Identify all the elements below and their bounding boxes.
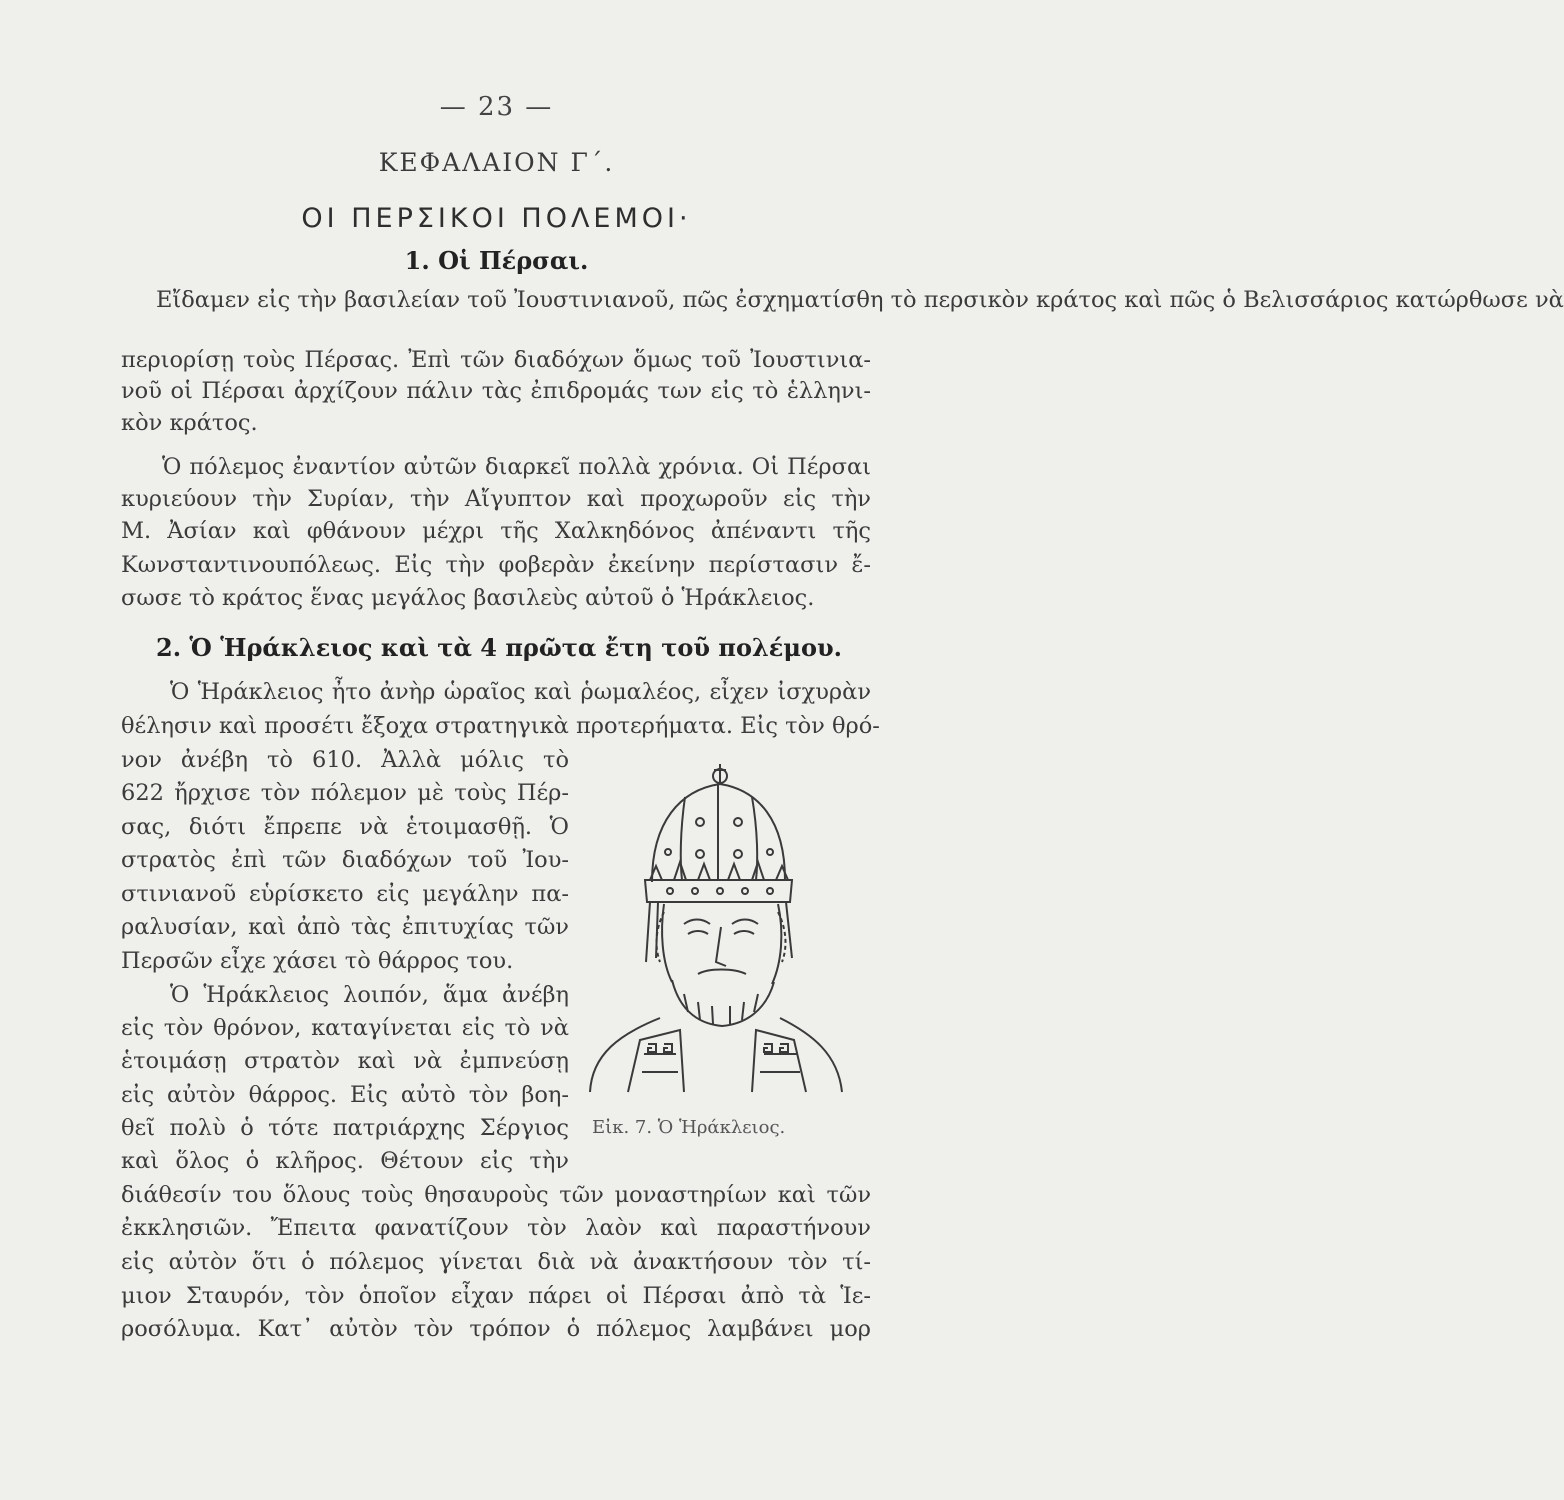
section-heading-1: 1. Οἱ Πέρσαι. [404,246,589,275]
text-line: ραλυσίαν, καὶ ἀπὸ τὰς ἐπιτυχίας τῶν [121,914,569,940]
text-line: Εἴδαμεν εἰς τὴν βασιλείαν τοῦ Ἰουστινιανοῦ, πῶς ἐσχηματίσθη τὸ περσικὸν κράτος καὶ πῶς ὁ Βελισσάριος κατώρθωσε νὰ [156,287,1564,313]
text-line: Ὁ πόλεμος ἐναντίον αὐτῶν διαρκεῖ πολλὰ χρόνια. Οἱ Πέρσαι [162,454,871,480]
text-line: σωσε τὸ κράτος ἕνας μεγάλος βασιλεὺς αὐτοῦ ὁ Ἡράκλειος. [121,585,815,611]
page-number: — 23 — [439,92,554,122]
text-line: περιορίσῃ τοὺς Πέρσας. Ἐπὶ τῶν διαδόχων ὅμως τοῦ Ἰουστινια- [121,347,871,373]
text-line: ἐκκλησιῶν. Ἔπειτα φανατίζουν τὸν λαὸν καὶ παραστήνουν [121,1215,871,1241]
text-line: κὸν κράτος. [121,410,258,436]
text-line: θέλησιν καὶ προσέτι ἔξοχα στρατηγικὰ προτερήματα. Εἰς τὸν θρό- [121,713,880,739]
text-line: Κωνσταντινουπόλεως. Εἰς τὴν φοβερὰν ἐκείνην περίστασιν ἔ- [121,552,871,578]
text-line: κυριεύουν τὴν Συρίαν, τὴν Αἴγυπτον καὶ προχωροῦν εἰς τὴν [121,486,871,512]
chapter-heading: ΚΕΦΑΛΑΙΟΝ Γ΄. [378,148,615,177]
text-line: στινιανοῦ εὑρίσκετο εἰς μεγάλην πα- [121,881,569,907]
text-line: Ὁ Ἡράκλειος λοιπόν, ἅμα ἀνέβη [170,982,569,1008]
text-line: ροσόλυμα. Κατ᾽ αὐτὸν τὸν τρόπον ὁ πόλεμος λαμβάνει μορ [121,1316,871,1342]
text-line: εἰς τὸν θρόνον, καταγίνεται εἰς τὸ νὰ [121,1015,569,1041]
text-line: Περσῶν εἶχε χάσει τὸ θάρρος του. [121,948,514,974]
text-line: θεῖ πολὺ ὁ τότε πατριάρχης Σέργιος [121,1115,569,1141]
text-line: νον ἀνέβη τὸ 610. Ἀλλὰ μόλις τὸ [121,747,569,773]
section-heading-2: 2. Ὁ Ἡράκλειος καὶ τὰ 4 πρῶτα ἔτη τοῦ πολέμου. [156,633,842,662]
text-line: εἰς αὐτὸν θάρρος. Εἰς αὐτὸ τὸν βοη- [121,1082,569,1108]
text-line: νοῦ οἱ Πέρσαι ἀρχίζουν πάλιν τὰς ἐπιδρομάς των εἰς τὸ ἑλληνι- [121,378,871,404]
text-line: σας, διότι ἔπρεπε νὰ ἑτοιμασθῇ. Ὁ [121,814,569,840]
text-line: εἰς αὐτὸν ὅτι ὁ πόλεμος γίνεται διὰ νὰ ἀνακτήσουν τὸν τί- [121,1249,871,1275]
figure-caption: Εἰκ. 7. Ὁ Ἡράκλειος. [592,1117,786,1138]
part-title: ΟΙ ΠΕΡΣΙΚΟΙ ΠΟΛΕΜΟΙ· [301,203,692,234]
text-line: μιον Σταυρόν, τὸν ὁποῖον εἶχαν πάρει οἱ Πέρσαι ἀπὸ τὰ Ἱε- [121,1283,871,1309]
text-line: διάθεσίν του ὅλους τοὺς θησαυροὺς τῶν μοναστηρίων καὶ τῶν [121,1182,871,1208]
text-line: καὶ ὅλος ὁ κλῆρος. Θέτουν εἰς τὴν [121,1148,569,1174]
heraclius-portrait [580,762,850,1092]
text-line: ἑτοιμάσῃ στρατὸν καὶ νὰ ἐμπνεύσῃ [121,1048,569,1074]
text-line: 622 ἤρχισε τὸν πόλεμον μὲ τοὺς Πέρ- [121,780,569,806]
text-line: Μ. Ἀσίαν καὶ φθάνουν μέχρι τῆς Χαλκηδόνος ἀπέναντι τῆς [121,518,871,544]
text-line: Ὁ Ἡράκλειος ἦτο ἀνὴρ ὡραῖος καὶ ῥωμαλέος, εἶχεν ἰσχυρὰν [170,679,871,705]
text-line: στρατὸς ἐπὶ τῶν διαδόχων τοῦ Ἰου- [121,847,569,873]
